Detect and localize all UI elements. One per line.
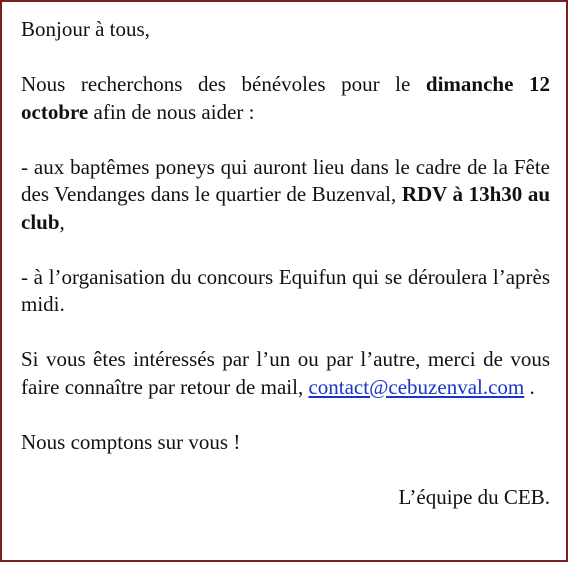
contact-email-link[interactable]: contact@cebuzenval.com bbox=[308, 374, 525, 399]
contact-text: Si vous êtes intéressés par l’un ou par l’autre, merci de vous faire connaître par retour de mail, bbox=[21, 347, 550, 399]
intro-text-end: afin de nous aider : bbox=[88, 99, 255, 124]
letter-body bbox=[21, 16, 550, 511]
signature: L’équipe du CEB. bbox=[398, 484, 550, 509]
pony-baptism-text-end: , bbox=[59, 209, 65, 234]
contact-text-end: . bbox=[524, 374, 535, 399]
pony-baptism-paragraph bbox=[21, 154, 550, 237]
rdv-time: RDV à 13h30 au club bbox=[21, 182, 551, 234]
greeting: Bonjour à tous, bbox=[21, 17, 150, 41]
intro-paragraph bbox=[21, 71, 550, 126]
intro-text: Nous recherchons des bénévoles pour le bbox=[21, 72, 426, 96]
closing: Nous comptons sur vous ! bbox=[21, 429, 241, 454]
pony-baptism-text: - aux baptêmes poneys qui auront lieu dans le cadre de la Fête des Vendanges dans le quartier de Buzenval, bbox=[21, 154, 550, 206]
contact-paragraph bbox=[21, 346, 550, 401]
event-date: dimanche 12 octobre bbox=[21, 72, 550, 124]
equifun-paragraph: - à l’organisation du concours Equifun qui se déroulera l’après midi. bbox=[21, 264, 550, 316]
